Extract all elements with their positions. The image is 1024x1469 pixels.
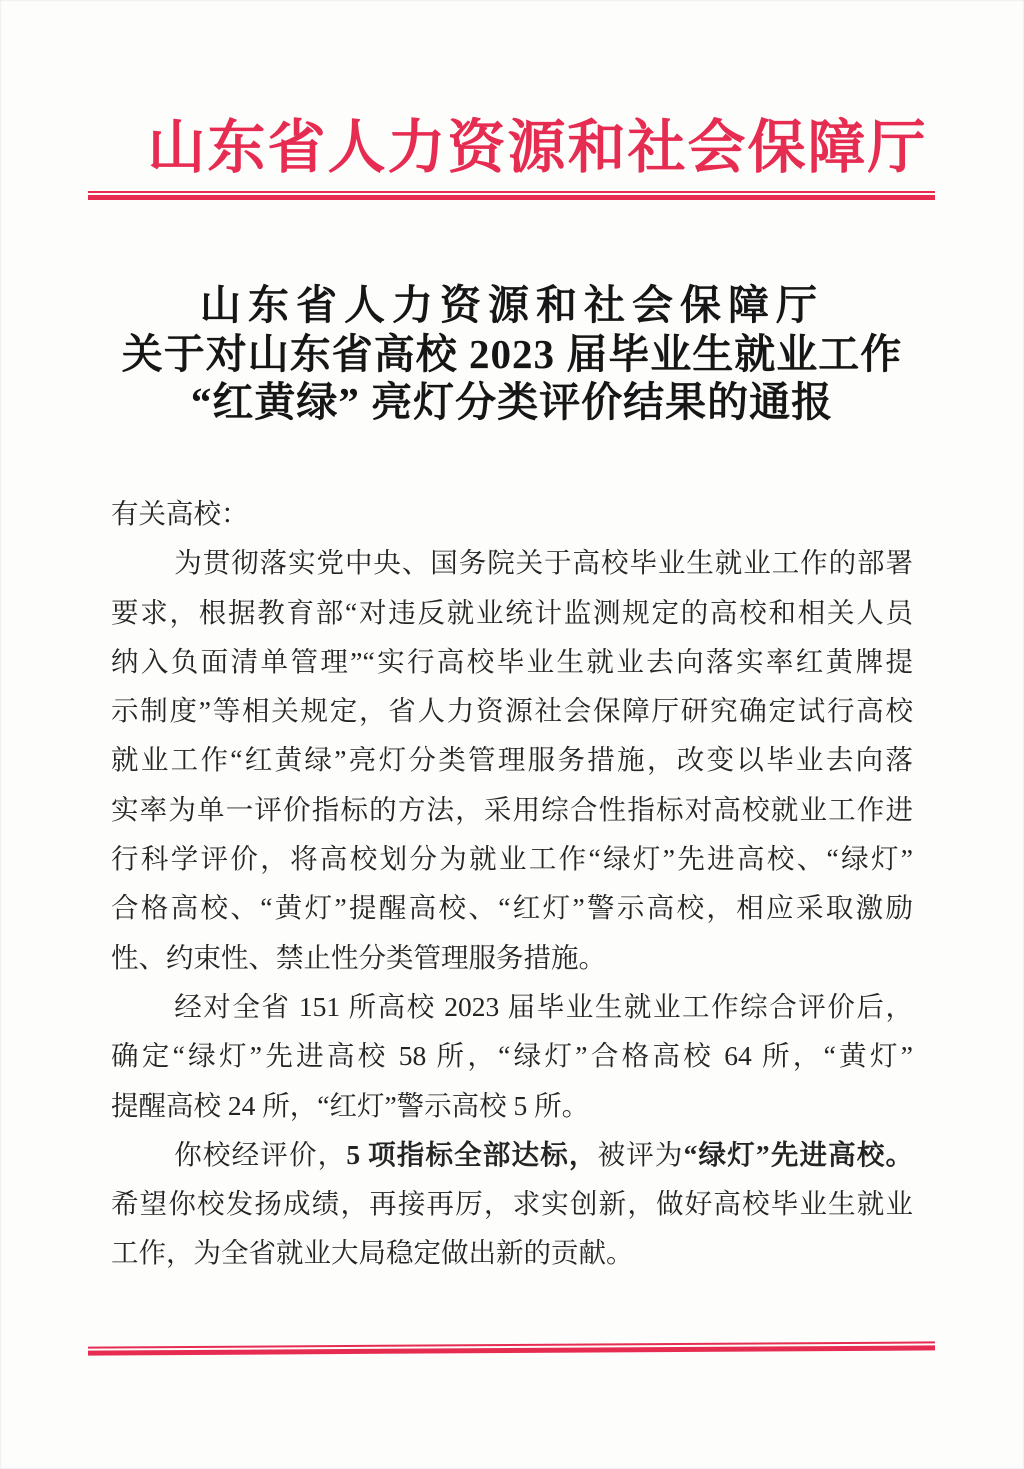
body-line: 合格高校、“黄灯”提醒高校、“红灯”警示高校，相应采取激励 <box>111 892 913 924</box>
document-title <box>60 281 964 427</box>
body-line: 要求，根据教育部“对违反就业统计监测规定的高校和相关人员 <box>111 596 913 628</box>
letterhead-org-name: 山东省人力资源和社会保障厅 <box>147 115 928 180</box>
body-line: 为贯彻落实党中央、国务院关于高校毕业生就业工作的部署 <box>174 547 913 579</box>
body-line: 实率为单一评价指标的方法，采用综合性指标对高校就业工作进 <box>111 793 913 825</box>
letterhead-rule <box>88 191 935 200</box>
body-line: 行科学评价，将高校划分为就业工作“绿灯”先进高校、“绿灯” <box>111 843 913 875</box>
body-line-closing <box>111 1130 913 1179</box>
body-line: 确定“绿灯”先进高校 58 所，“绿灯”合格高校 64 所，“黄灯” <box>111 1040 913 1072</box>
body-line: 纳入负面清单管理”“实行高校毕业生就业去向落实率红黄牌提 <box>111 645 913 677</box>
body-line: 希望你校发扬成绩，再接再厉，求实创新，做好高校毕业生就业 <box>111 1188 913 1220</box>
document-title-line-1: 山东省人力资源和社会保障厅 <box>200 282 824 328</box>
body-line: 示制度”等相关规定，省人力资源社会保障厅研究确定试行高校 <box>111 695 913 727</box>
body-line: 就业工作“红黄绿”亮灯分类管理服务措施，改变以毕业去向落 <box>111 744 913 776</box>
footer-rule <box>88 1341 935 1355</box>
body-line: 工作，为全省就业大局稳定做出新的贡献。 <box>111 1237 634 1269</box>
document-body <box>111 489 913 1278</box>
salutation: 有关高校： <box>111 498 249 529</box>
body-line: 经对全省 151 所高校 2023 届毕业生就业工作综合评价后， <box>174 990 913 1022</box>
closing-highlight-2: “绿灯”先进高校。 <box>683 1138 914 1170</box>
body-line: 性、约束性、禁止性分类管理服务措施。 <box>111 941 606 973</box>
document-title-line-3: “红黄绿” 亮灯分类评价结果的通报 <box>190 379 834 425</box>
closing-text-pre: 你校经评价， <box>174 1138 347 1170</box>
closing-text-mid: 被评为 <box>597 1138 684 1170</box>
rule-thin-line <box>88 191 935 193</box>
rule-thick-line <box>88 195 935 200</box>
document-title-line-2: 关于对山东省高校 2023 届毕业生就业工作 <box>121 330 903 377</box>
closing-highlight-1: 5 项指标全部达标， <box>346 1138 598 1170</box>
body-line: 提醒高校 24 所，“红灯”警示高校 5 所。 <box>111 1089 590 1121</box>
